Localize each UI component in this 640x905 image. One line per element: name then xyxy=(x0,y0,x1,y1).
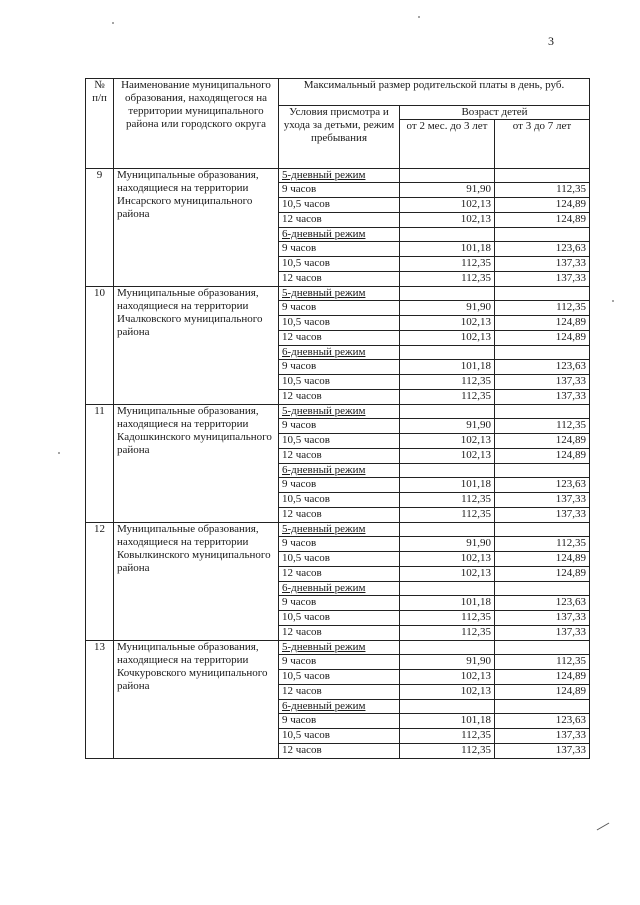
empty-cell xyxy=(495,700,590,714)
mode-6-day-label: 6-дневный режим xyxy=(279,346,400,360)
header-municipality: Наименование муниципального образования, находящегося на территории муниципального района или городского округа xyxy=(114,79,279,169)
fee-3-7y-cell: 137,33 xyxy=(495,272,590,287)
fee-2m-3y-cell: 112,35 xyxy=(400,744,495,759)
fee-3-7y-cell: 124,89 xyxy=(495,567,590,582)
hours-cell: 12 часов xyxy=(279,449,400,464)
entry-number: 9 xyxy=(86,169,114,287)
hours-cell: 12 часов xyxy=(279,272,400,287)
fee-2m-3y-cell: 102,13 xyxy=(400,331,495,346)
empty-cell xyxy=(400,228,495,242)
header-max-fee: Максимальный размер родительской платы в день, руб. xyxy=(279,79,590,106)
empty-cell xyxy=(495,582,590,596)
fee-2m-3y-cell: 101,18 xyxy=(400,242,495,257)
fee-3-7y-cell: 124,89 xyxy=(495,449,590,464)
entry-number: 11 xyxy=(86,405,114,523)
page-number: 3 xyxy=(548,34,554,48)
fee-2m-3y-cell: 102,13 xyxy=(400,567,495,582)
hours-cell: 12 часов xyxy=(279,213,400,228)
fee-2m-3y-cell: 112,35 xyxy=(400,626,495,641)
fee-3-7y-cell: 112,35 xyxy=(495,655,590,670)
fee-3-7y-cell: 137,33 xyxy=(495,611,590,626)
mode-6-day-label: 6-дневный режим xyxy=(279,700,400,714)
fee-2m-3y-cell: 102,13 xyxy=(400,213,495,228)
fee-3-7y-cell: 137,33 xyxy=(495,744,590,759)
fee-3-7y-cell: 124,89 xyxy=(495,670,590,685)
fee-2m-3y-cell: 112,35 xyxy=(400,257,495,272)
empty-cell xyxy=(400,464,495,478)
entry-municipality: Муниципальные образования, находящиеся на территории Кочкуровского муниципального района xyxy=(114,641,279,759)
hours-cell: 9 часов xyxy=(279,301,400,316)
empty-cell xyxy=(400,641,495,655)
scan-speck xyxy=(58,452,60,454)
empty-cell xyxy=(495,405,590,419)
fee-3-7y-cell: 112,35 xyxy=(495,537,590,552)
hours-cell: 10,5 часов xyxy=(279,729,400,744)
fee-3-7y-cell: 124,89 xyxy=(495,685,590,700)
fee-3-7y-cell: 124,89 xyxy=(495,316,590,331)
hours-cell: 12 часов xyxy=(279,685,400,700)
fee-3-7y-cell: 124,89 xyxy=(495,434,590,449)
empty-cell xyxy=(400,169,495,183)
scan-speck xyxy=(112,22,114,24)
fee-3-7y-cell: 112,35 xyxy=(495,183,590,198)
fee-2m-3y-cell: 101,18 xyxy=(400,360,495,375)
hours-cell: 10,5 часов xyxy=(279,670,400,685)
fee-3-7y-cell: 112,35 xyxy=(495,419,590,434)
empty-cell xyxy=(400,700,495,714)
hours-cell: 9 часов xyxy=(279,183,400,198)
mode-row xyxy=(86,523,590,537)
fee-3-7y-cell: 123,63 xyxy=(495,714,590,729)
fee-3-7y-cell: 112,35 xyxy=(495,301,590,316)
fee-2m-3y-cell: 91,90 xyxy=(400,301,495,316)
scan-mark xyxy=(597,823,610,831)
header-conditions: Условия присмотра и ухода за детьми, режим пребывания xyxy=(279,106,400,169)
mode-5-day-label: 5-дневный режим xyxy=(279,169,400,183)
fee-3-7y-cell: 124,89 xyxy=(495,213,590,228)
fee-2m-3y-cell: 102,13 xyxy=(400,316,495,331)
fee-2m-3y-cell: 112,35 xyxy=(400,508,495,523)
fee-2m-3y-cell: 91,90 xyxy=(400,183,495,198)
header-age: Возраст детей xyxy=(400,106,590,120)
fee-2m-3y-cell: 102,13 xyxy=(400,434,495,449)
hours-cell: 10,5 часов xyxy=(279,375,400,390)
hours-cell: 12 часов xyxy=(279,567,400,582)
entry-number: 12 xyxy=(86,523,114,641)
entry-municipality: Муниципальные образования, находящиеся на территории Инсарского муниципального района xyxy=(114,169,279,287)
fee-3-7y-cell: 137,33 xyxy=(495,626,590,641)
fee-3-7y-cell: 124,89 xyxy=(495,331,590,346)
entry-municipality: Муниципальные образования, находящиеся на территории Ковылкинского муниципального района xyxy=(114,523,279,641)
hours-cell: 12 часов xyxy=(279,626,400,641)
fee-3-7y-cell: 137,33 xyxy=(495,390,590,405)
fee-2m-3y-cell: 101,18 xyxy=(400,478,495,493)
empty-cell xyxy=(400,523,495,537)
hours-cell: 12 часов xyxy=(279,390,400,405)
hours-cell: 10,5 часов xyxy=(279,493,400,508)
fee-2m-3y-cell: 102,13 xyxy=(400,198,495,213)
table-header xyxy=(86,79,590,169)
hours-cell: 10,5 часов xyxy=(279,434,400,449)
fee-2m-3y-cell: 102,13 xyxy=(400,449,495,464)
empty-cell xyxy=(400,405,495,419)
scan-speck xyxy=(612,300,614,302)
mode-6-day-label: 6-дневный режим xyxy=(279,582,400,596)
mode-5-day-label: 5-дневный режим xyxy=(279,641,400,655)
fee-3-7y-cell: 137,33 xyxy=(495,375,590,390)
hours-cell: 10,5 часов xyxy=(279,198,400,213)
fee-2m-3y-cell: 112,35 xyxy=(400,493,495,508)
fee-3-7y-cell: 124,89 xyxy=(495,552,590,567)
fee-2m-3y-cell: 91,90 xyxy=(400,537,495,552)
header-number: № п/п xyxy=(86,79,114,169)
fee-3-7y-cell: 137,33 xyxy=(495,729,590,744)
hours-cell: 12 часов xyxy=(279,508,400,523)
empty-cell xyxy=(400,582,495,596)
hours-cell: 9 часов xyxy=(279,478,400,493)
empty-cell xyxy=(400,287,495,301)
fee-2m-3y-cell: 102,13 xyxy=(400,685,495,700)
empty-cell xyxy=(495,228,590,242)
fee-2m-3y-cell: 112,35 xyxy=(400,611,495,626)
mode-row xyxy=(86,169,590,183)
fee-3-7y-cell: 123,63 xyxy=(495,478,590,493)
fee-3-7y-cell: 137,33 xyxy=(495,257,590,272)
fee-3-7y-cell: 124,89 xyxy=(495,198,590,213)
hours-cell: 9 часов xyxy=(279,419,400,434)
hours-cell: 9 часов xyxy=(279,714,400,729)
fee-2m-3y-cell: 101,18 xyxy=(400,714,495,729)
mode-5-day-label: 5-дневный режим xyxy=(279,287,400,301)
fee-2m-3y-cell: 112,35 xyxy=(400,729,495,744)
fee-3-7y-cell: 123,63 xyxy=(495,596,590,611)
table-body xyxy=(86,169,590,759)
fee-2m-3y-cell: 112,35 xyxy=(400,272,495,287)
mode-row xyxy=(86,287,590,301)
fee-2m-3y-cell: 91,90 xyxy=(400,419,495,434)
fee-2m-3y-cell: 102,13 xyxy=(400,670,495,685)
mode-5-day-label: 5-дневный режим xyxy=(279,523,400,537)
empty-cell xyxy=(495,346,590,360)
empty-cell xyxy=(495,523,590,537)
hours-cell: 10,5 часов xyxy=(279,257,400,272)
hours-cell: 10,5 часов xyxy=(279,552,400,567)
fee-3-7y-cell: 123,63 xyxy=(495,242,590,257)
mode-6-day-label: 6-дневный режим xyxy=(279,464,400,478)
empty-cell xyxy=(400,346,495,360)
empty-cell xyxy=(495,641,590,655)
hours-cell: 12 часов xyxy=(279,744,400,759)
mode-6-day-label: 6-дневный режим xyxy=(279,228,400,242)
empty-cell xyxy=(495,287,590,301)
fee-3-7y-cell: 137,33 xyxy=(495,493,590,508)
mode-row xyxy=(86,641,590,655)
hours-cell: 10,5 часов xyxy=(279,611,400,626)
fee-2m-3y-cell: 102,13 xyxy=(400,552,495,567)
entry-municipality: Муниципальные образования, находящиеся на территории Кадошкинского муниципального района xyxy=(114,405,279,523)
header-age-3-7y: от 3 до 7 лет xyxy=(495,120,590,169)
entry-number: 13 xyxy=(86,641,114,759)
mode-row xyxy=(86,405,590,419)
empty-cell xyxy=(495,169,590,183)
header-age-2m-3y: от 2 мес. до 3 лет xyxy=(400,120,495,169)
hours-cell: 12 часов xyxy=(279,331,400,346)
hours-cell: 9 часов xyxy=(279,655,400,670)
parental-fee-table xyxy=(85,78,590,759)
hours-cell: 9 часов xyxy=(279,596,400,611)
hours-cell: 9 часов xyxy=(279,537,400,552)
fee-2m-3y-cell: 101,18 xyxy=(400,596,495,611)
fee-3-7y-cell: 137,33 xyxy=(495,508,590,523)
hours-cell: 9 часов xyxy=(279,360,400,375)
mode-5-day-label: 5-дневный режим xyxy=(279,405,400,419)
fee-3-7y-cell: 123,63 xyxy=(495,360,590,375)
fee-2m-3y-cell: 112,35 xyxy=(400,375,495,390)
entry-municipality: Муниципальные образования, находящиеся на территории Ичалковского муниципального района xyxy=(114,287,279,405)
entry-number: 10 xyxy=(86,287,114,405)
scan-speck xyxy=(418,16,420,18)
hours-cell: 10,5 часов xyxy=(279,316,400,331)
empty-cell xyxy=(495,464,590,478)
fee-2m-3y-cell: 91,90 xyxy=(400,655,495,670)
hours-cell: 9 часов xyxy=(279,242,400,257)
fee-2m-3y-cell: 112,35 xyxy=(400,390,495,405)
